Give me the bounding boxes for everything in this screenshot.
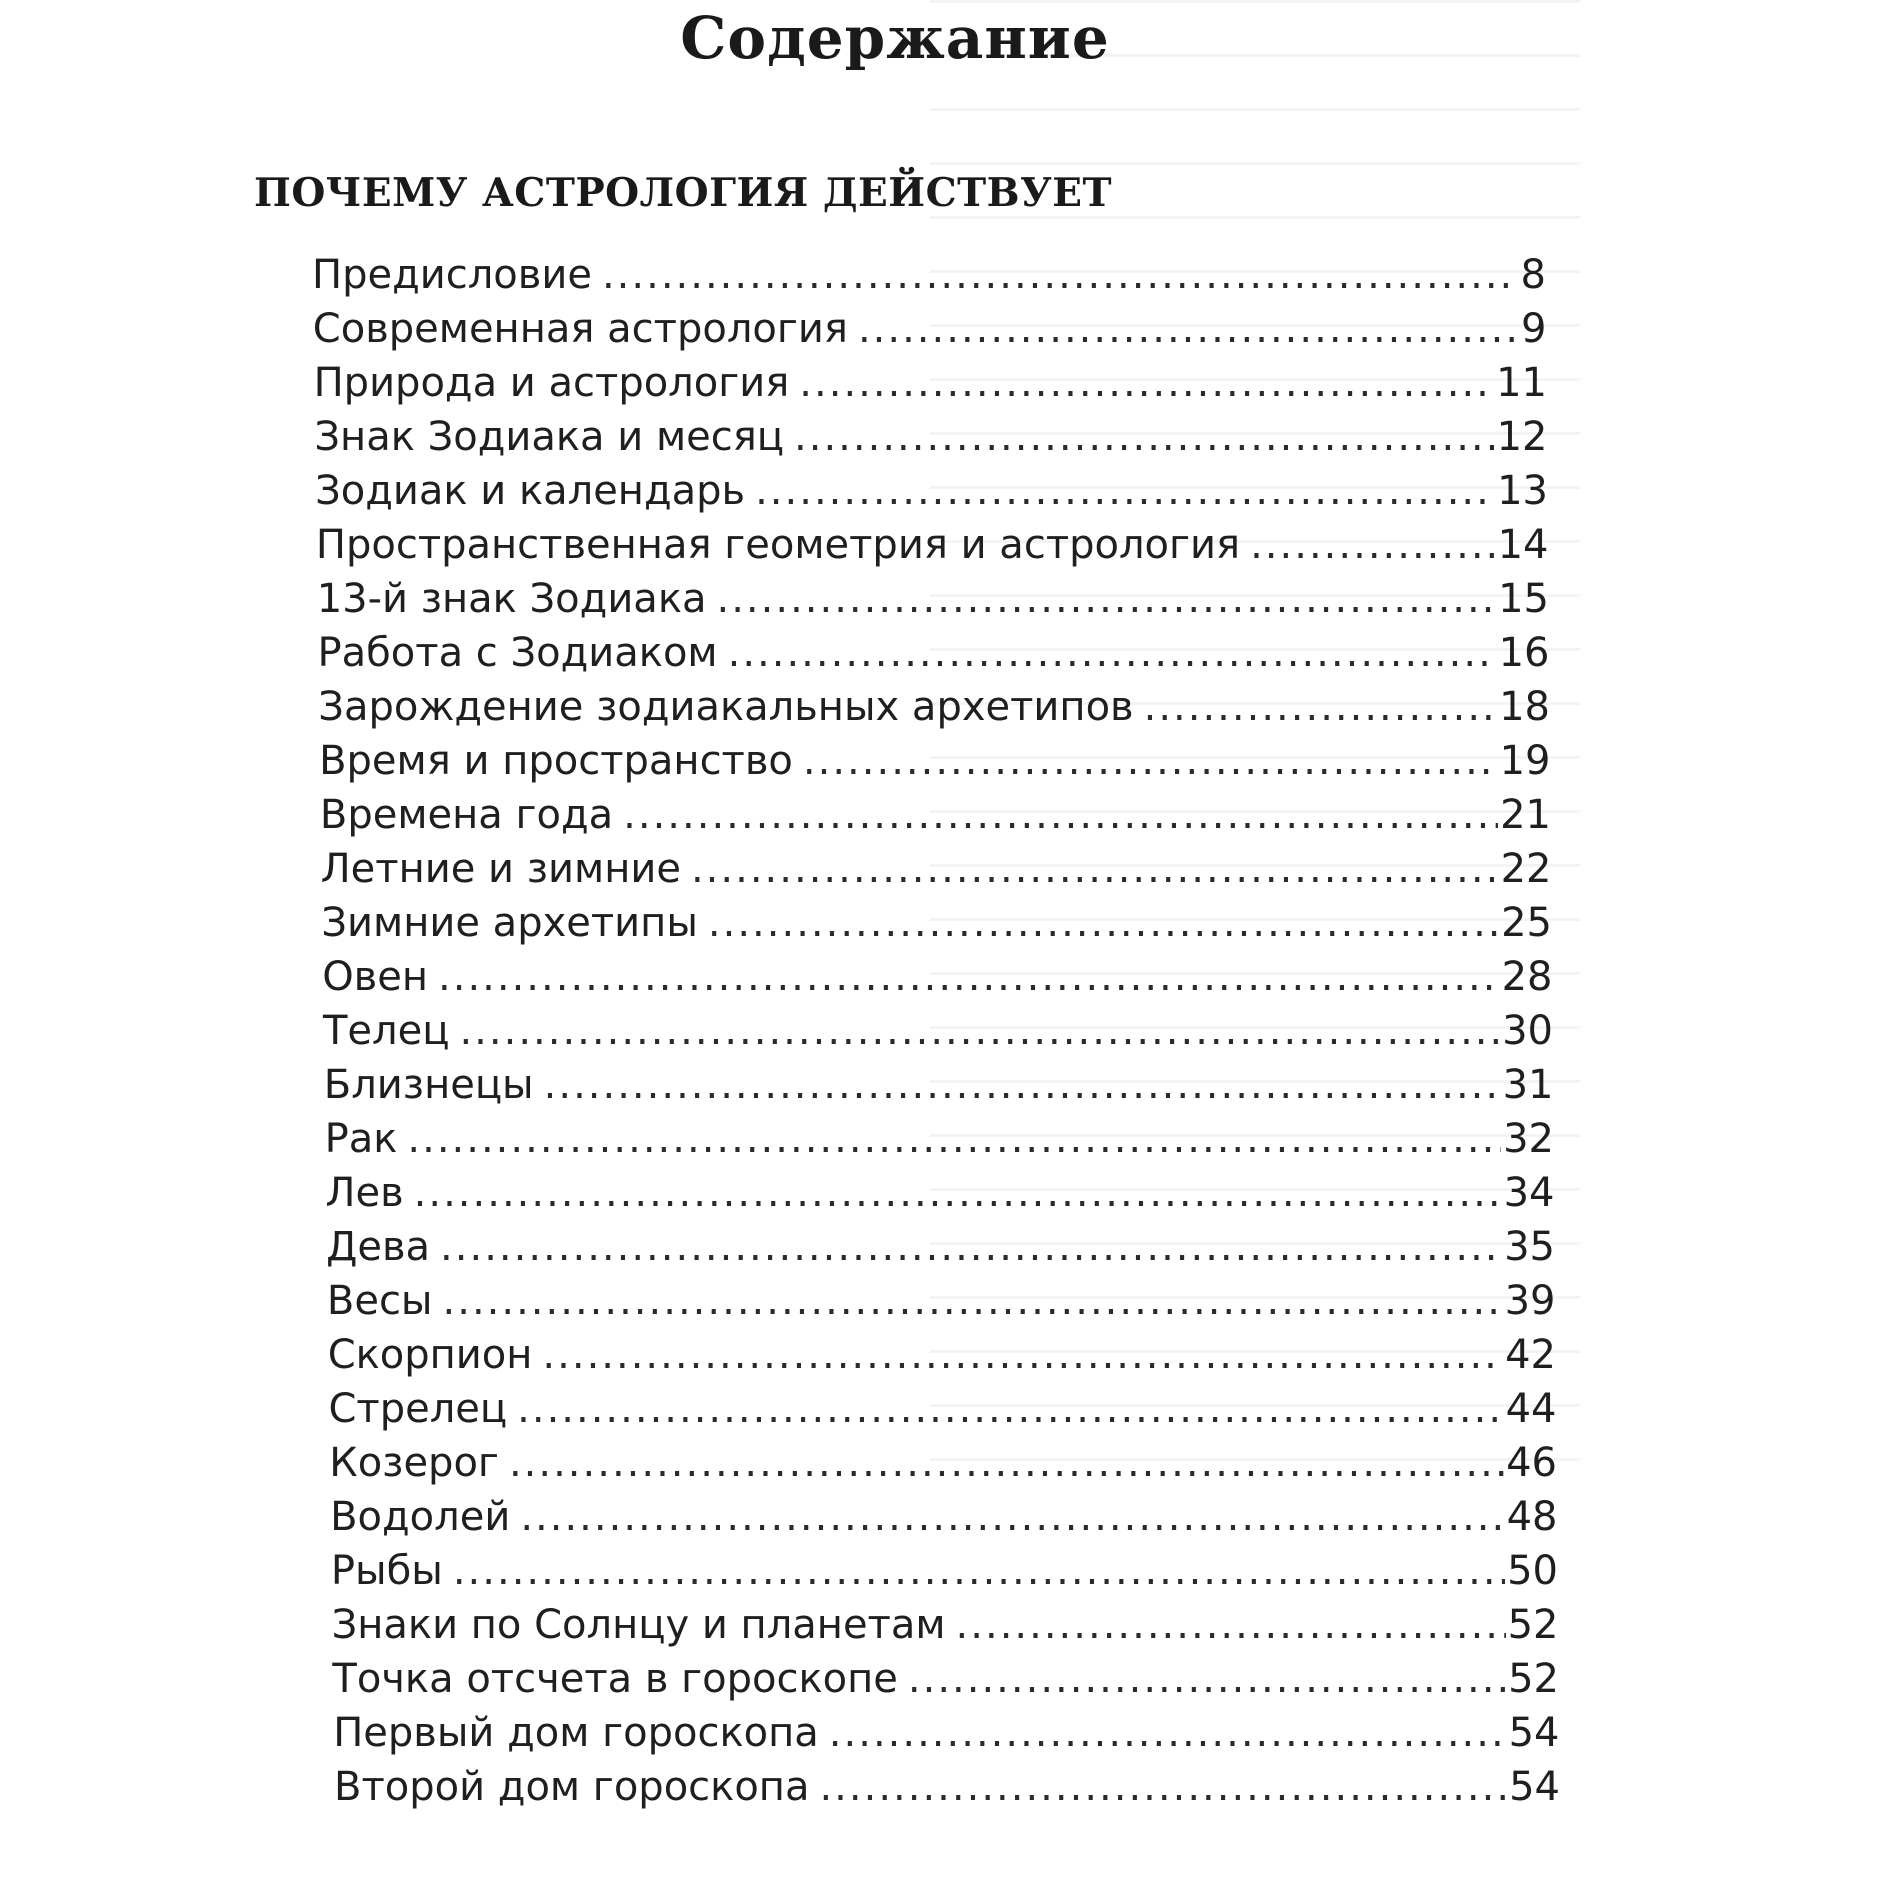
dot-leader: [819, 1760, 1507, 1814]
toc-entry[interactable]: [314, 356, 1547, 410]
toc-entry[interactable]: [313, 302, 1547, 356]
toc-entry-page: 46: [1506, 1440, 1557, 1486]
toc-entry-label: Рыбы: [330, 1548, 443, 1594]
dot-leader: [407, 1112, 1501, 1166]
toc-entry-label: Весы: [326, 1278, 433, 1324]
toc-entry-label: Дева: [326, 1224, 431, 1270]
toc-entry-page: 54: [1509, 1764, 1560, 1810]
toc-entry-page: 21: [1500, 792, 1551, 838]
toc-entry-page: 39: [1504, 1278, 1556, 1324]
toc-entry-label: Природа и астрология: [313, 360, 790, 406]
toc-entry[interactable]: [330, 1490, 1557, 1544]
toc-entry-label: Пространственная геометрия и астрология: [315, 522, 1241, 568]
toc-entry[interactable]: [325, 1112, 1554, 1166]
toc-entry-label: Телец: [323, 1008, 450, 1054]
toc-entry[interactable]: [332, 1598, 1559, 1652]
toc-entry-page: 13: [1497, 468, 1548, 514]
dot-leader: [517, 1382, 1503, 1436]
toc-entry[interactable]: [328, 1328, 1556, 1382]
toc-entry-label: Предисловие: [312, 252, 592, 298]
toc-entry[interactable]: [325, 1166, 1554, 1220]
section-heading: ПОЧЕМУ АСТРОЛОГИЯ ДЕЙСТВУЕТ: [254, 170, 1113, 216]
toc-entry[interactable]: [334, 1760, 1560, 1814]
dot-leader: [908, 1652, 1506, 1706]
dot-leader: [728, 626, 1497, 680]
toc-entry[interactable]: [314, 410, 1547, 464]
toc-entry-label: Знак Зодиака и месяц: [314, 414, 785, 460]
toc-entry-label: Зодиак и календарь: [315, 468, 746, 514]
toc-entry-label: 13-й знак Зодиака: [316, 576, 707, 622]
toc-entry[interactable]: [322, 950, 1552, 1004]
toc-entry-page: 16: [1498, 630, 1550, 676]
dot-leader: [440, 1220, 1502, 1274]
toc-entry-page: 9: [1521, 306, 1547, 352]
toc-entry-page: 28: [1501, 954, 1553, 1000]
toc-entry-label: Второй дом гороскопа: [334, 1764, 810, 1810]
toc-entry-label: Рак: [324, 1116, 398, 1162]
toc-entry-page: 52: [1508, 1656, 1559, 1702]
toc-entry-page: 44: [1505, 1386, 1557, 1432]
toc-entry[interactable]: [323, 1004, 1553, 1058]
toc-entry-label: Водолей: [330, 1494, 511, 1540]
toc-entry-page: 18: [1499, 684, 1550, 730]
dot-leader: [623, 788, 1498, 842]
toc-entry-page: 30: [1502, 1008, 1553, 1054]
dot-leader: [544, 1058, 1501, 1112]
page-title: Содержание: [680, 4, 1110, 72]
toc-entry-label: Работа с Зодиаком: [317, 630, 718, 676]
toc-entry-label: Времена года: [319, 792, 614, 838]
dot-leader: [858, 302, 1515, 356]
toc-entry-label: Стрелец: [328, 1386, 508, 1432]
dot-leader: [755, 464, 1495, 518]
toc-entry[interactable]: [331, 1544, 1558, 1598]
dot-leader: [794, 410, 1495, 464]
toc-entry[interactable]: [316, 518, 1549, 572]
dot-leader: [691, 842, 1499, 896]
dot-leader: [459, 1004, 1500, 1058]
toc-entry-label: Летние и зимние: [320, 846, 681, 892]
toc-entry[interactable]: [319, 734, 1550, 788]
toc-entry-page: 48: [1506, 1494, 1558, 1540]
dot-leader: [414, 1166, 1502, 1220]
dot-leader: [509, 1436, 1504, 1490]
toc-entry[interactable]: [321, 896, 1552, 950]
toc-entry-page: 54: [1508, 1710, 1560, 1756]
toc-entry-label: Козерог: [329, 1440, 499, 1486]
dot-leader: [453, 1544, 1505, 1598]
toc-entry-page: 22: [1500, 846, 1552, 892]
toc-entry[interactable]: [329, 1436, 1557, 1490]
toc-entry-page: 34: [1503, 1170, 1555, 1216]
toc-entry-label: Овен: [322, 954, 429, 1000]
dot-leader: [717, 572, 1497, 626]
toc-entry-page: 14: [1497, 522, 1549, 568]
dot-leader: [803, 734, 1498, 788]
toc-entry-page: 12: [1496, 414, 1548, 460]
dot-leader: [520, 1490, 1504, 1544]
toc-entry-label: Первый дом гороскопа: [333, 1710, 819, 1756]
dot-leader: [708, 896, 1499, 950]
toc-entry[interactable]: [324, 1058, 1554, 1112]
toc-entry-page: 31: [1502, 1062, 1554, 1108]
toc-entry-label: Зарождение зодиакальных архетипов: [318, 684, 1134, 730]
dot-leader: [602, 248, 1514, 302]
dot-leader: [438, 950, 1500, 1004]
toc-entry-page: 50: [1507, 1548, 1558, 1594]
toc-entry-page: 19: [1499, 738, 1551, 784]
dot-leader: [443, 1274, 1503, 1328]
toc-entry-page: 35: [1504, 1224, 1555, 1270]
toc-entry-page: 52: [1507, 1602, 1559, 1648]
toc-entry[interactable]: [315, 464, 1548, 518]
toc-entry[interactable]: [332, 1652, 1559, 1706]
toc-entry-page: 15: [1498, 576, 1549, 622]
toc-entry[interactable]: [326, 1220, 1555, 1274]
toc-entry[interactable]: [312, 248, 1546, 302]
dot-leader: [1250, 518, 1495, 572]
toc-entry[interactable]: [327, 1274, 1556, 1328]
toc-entry[interactable]: [329, 1382, 1557, 1436]
toc-entry-label: Современная астрология: [312, 306, 848, 352]
toc-entry-label: Знаки по Солнцу и планетам: [331, 1602, 946, 1648]
toc-entry[interactable]: [318, 680, 1550, 734]
toc-entry[interactable]: [318, 626, 1550, 680]
toc-entry-page: 11: [1496, 360, 1547, 406]
toc-entry[interactable]: [321, 842, 1552, 896]
dot-leader: [542, 1328, 1503, 1382]
toc-entry[interactable]: [320, 788, 1551, 842]
toc-entry-label: Зимние архетипы: [321, 900, 698, 946]
dot-leader: [1144, 680, 1497, 734]
toc-entry-page: 8: [1520, 252, 1546, 298]
dot-leader: [799, 356, 1494, 410]
toc-entry-page: 42: [1505, 1332, 1556, 1378]
toc-entry-label: Лев: [325, 1170, 404, 1216]
toc-entry-label: Точка отсчета в гороскопе: [332, 1656, 898, 1702]
toc-entry-label: Скорпион: [327, 1332, 533, 1378]
toc-entry-label: Близнецы: [323, 1062, 534, 1108]
toc-entry[interactable]: [333, 1706, 1559, 1760]
toc-entry-label: Время и пространство: [319, 738, 793, 784]
dot-leader: [956, 1598, 1506, 1652]
toc-entry[interactable]: [317, 572, 1549, 626]
toc-entry-page: 32: [1503, 1116, 1554, 1162]
toc-entry-page: 25: [1501, 900, 1552, 946]
dot-leader: [829, 1706, 1507, 1760]
